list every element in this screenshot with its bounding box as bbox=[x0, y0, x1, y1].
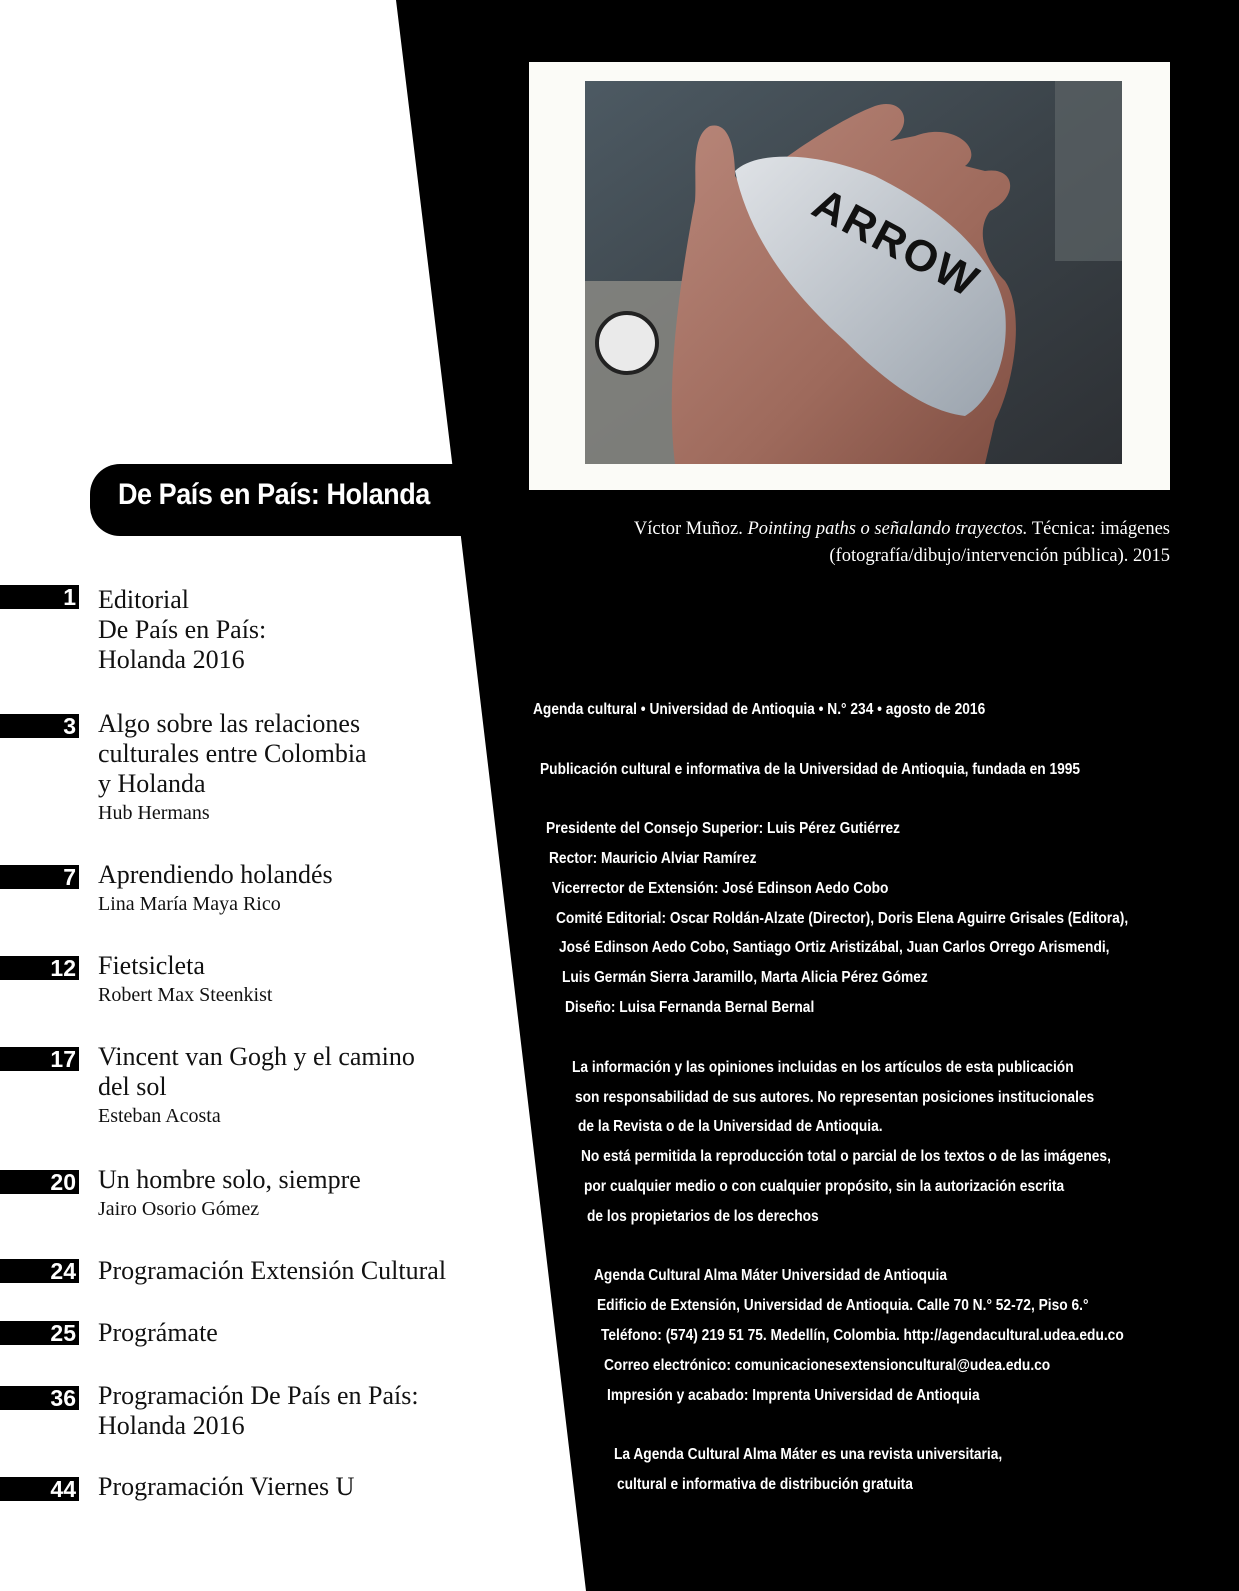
toc-title: Programación De País en País: Holanda 2016 bbox=[98, 1381, 419, 1440]
credit-line: de la Revista o de la Universidad de Antioquia. bbox=[578, 1118, 883, 1135]
toc-title: Programación Extensión Cultural bbox=[98, 1256, 447, 1285]
toc-title: Algo sobre las relaciones culturales entre Colombia y Holanda bbox=[98, 709, 367, 798]
toc-page-number: 17 bbox=[0, 1047, 79, 1071]
credit-line: Impresión y acabado: Imprenta Universidad de Antioquia bbox=[607, 1387, 980, 1404]
credit-line: Correo electrónico: comunicacionesextensioncultural@udea.edu.co bbox=[604, 1357, 1051, 1374]
toc-title: Fietsicleta bbox=[98, 951, 205, 980]
stone-graffiti-text: ARROW bbox=[804, 178, 988, 308]
credit-line: Edificio de Extensión, Universidad de Antioquia. Calle 70 N.° 52-72, Piso 6.° bbox=[597, 1297, 1089, 1314]
caption-technique: Técnica: imágenes bbox=[1031, 519, 1170, 539]
toc-title: Prográmate bbox=[98, 1318, 218, 1347]
credit-line: por cualquier medio o con cualquier propósito, sin la autorización escrita bbox=[584, 1178, 1065, 1195]
toc-page-number: 1 bbox=[0, 585, 79, 609]
toc-title: Aprendiendo holandés bbox=[98, 860, 333, 889]
credit-line: Diseño: Luisa Fernanda Bernal Bernal bbox=[565, 999, 815, 1016]
caption-author: Víctor Muñoz. bbox=[633, 519, 743, 539]
photo-caption bbox=[560, 516, 1170, 570]
cover-photo-frame bbox=[529, 62, 1170, 490]
credit-line: Vicerrector de Extensión: José Edinson Aedo Cobo bbox=[552, 880, 889, 897]
toc-page-number: 12 bbox=[0, 956, 79, 980]
toc-page-number: 3 bbox=[0, 714, 79, 738]
credit-line: son responsabilidad de sus autores. No representan posiciones institucionales bbox=[575, 1089, 1095, 1106]
cover-photo bbox=[585, 81, 1122, 464]
toc-page-number: 24 bbox=[0, 1259, 79, 1283]
credit-line: Rector: Mauricio Alviar Ramírez bbox=[549, 850, 757, 867]
toc-title: Un hombre solo, siempre bbox=[98, 1165, 361, 1194]
section-title: De País en País: Holanda bbox=[118, 478, 430, 511]
credit-line: Comité Editorial: Oscar Roldán-Alzate (Director), Doris Elena Aguirre Grisales (Editora), bbox=[556, 910, 1129, 927]
credit-line: de los propietarios de los derechos bbox=[587, 1208, 819, 1225]
toc-page-number: 36 bbox=[0, 1386, 79, 1410]
toc-title: Vincent van Gogh y el camino del sol bbox=[98, 1042, 415, 1101]
credit-line: Agenda Cultural Alma Máter Universidad de Antioquia bbox=[594, 1267, 947, 1284]
toc-author: Lina María Maya Rico bbox=[98, 893, 281, 915]
credit-line: José Edinson Aedo Cobo, Santiago Ortiz Aristizábal, Juan Carlos Orrego Arismendi, bbox=[559, 939, 1110, 956]
toc-page-number: 20 bbox=[0, 1170, 79, 1194]
credit-line: Agenda cultural • Universidad de Antioquia • N.° 234 • agosto de 2016 bbox=[533, 701, 986, 718]
toc-author: Jairo Osorio Gómez bbox=[98, 1198, 260, 1220]
toc-author: Hub Hermans bbox=[98, 802, 210, 824]
toc-author: Robert Max Steenkist bbox=[98, 984, 273, 1006]
toc-title: Editorial De País en País: Holanda 2016 bbox=[98, 585, 267, 674]
caption-work-title: Pointing paths o señalando trayectos. bbox=[747, 519, 1028, 539]
credit-line: La Agenda Cultural Alma Máter es una revista universitaria, bbox=[614, 1446, 1003, 1463]
toc-author: Esteban Acosta bbox=[98, 1105, 221, 1127]
credit-line: cultural e informativa de distribución gratuita bbox=[617, 1476, 913, 1493]
toc-page-number: 44 bbox=[0, 1477, 79, 1501]
credit-line: Presidente del Consejo Superior: Luis Pérez Gutiérrez bbox=[546, 820, 901, 837]
credit-line: La información y las opiniones incluidas en los artículos de esta publicación bbox=[572, 1059, 1074, 1076]
credit-line: Publicación cultural e informativa de la Universidad de Antioquia, fundada en 1995 bbox=[540, 761, 1081, 778]
toc-page-number: 7 bbox=[0, 865, 79, 889]
credit-line: Teléfono: (574) 219 51 75. Medellín, Colombia. http://agendacultural.udea.edu.co bbox=[601, 1327, 1124, 1344]
caption-line-2: (fotografía/dibujo/intervención pública). 2015 bbox=[829, 546, 1170, 566]
credit-line: No está permitida la reproducción total o parcial de los textos o de las imágenes, bbox=[581, 1148, 1111, 1165]
toc-page-number: 25 bbox=[0, 1321, 79, 1345]
toc-title: Programación Viernes U bbox=[98, 1472, 355, 1501]
credit-line: Luis Germán Sierra Jaramillo, Marta Alicia Pérez Gómez bbox=[562, 969, 928, 986]
